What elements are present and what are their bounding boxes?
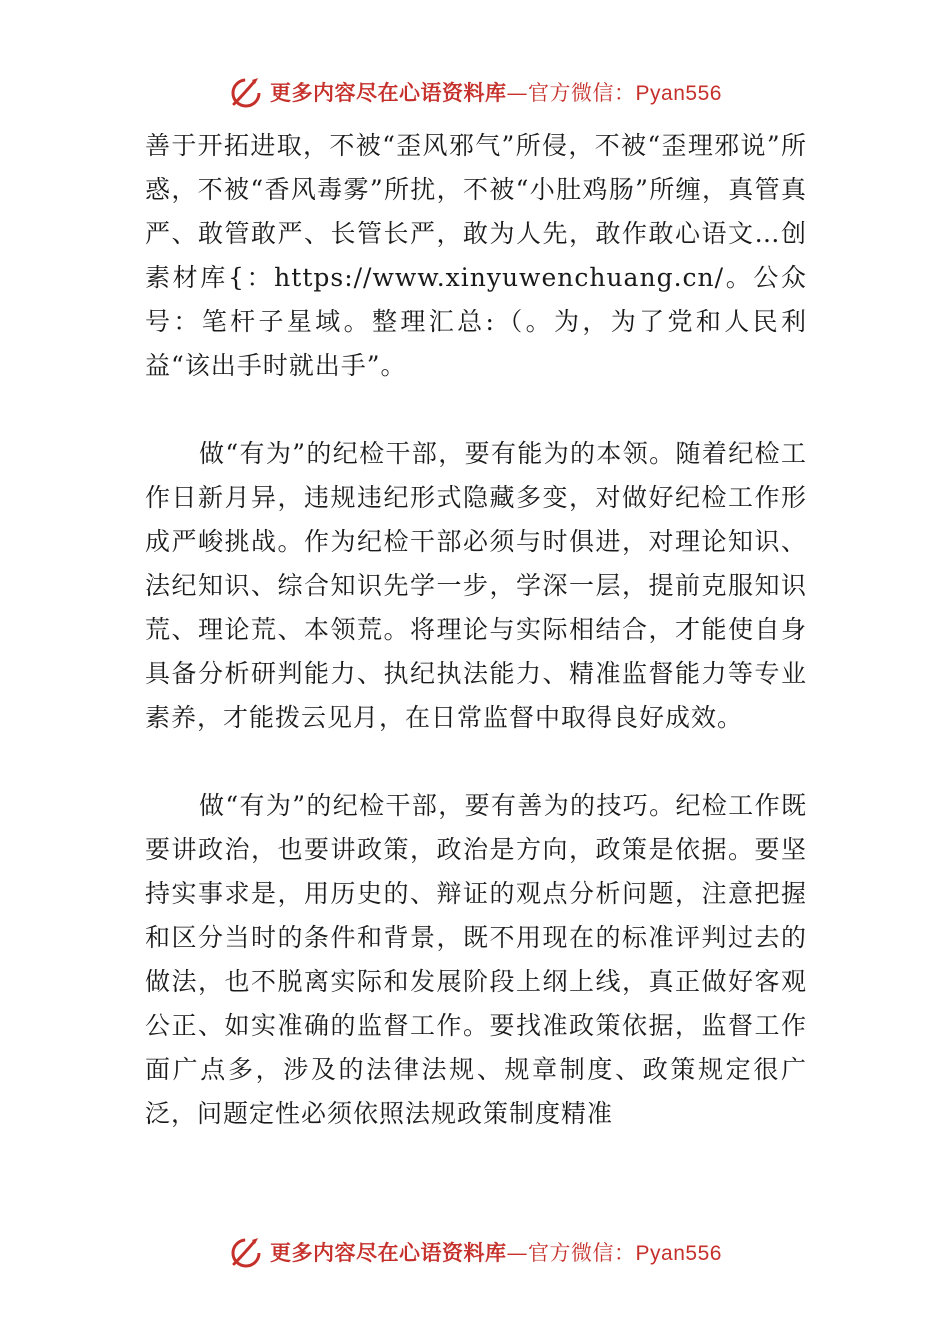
document-body xyxy=(145,124,807,1136)
paragraph-gap xyxy=(145,388,807,432)
watermark-main: 更多内容尽在心语资料库 xyxy=(270,1240,507,1265)
watermark-text xyxy=(270,77,722,107)
paragraph-1: 善于开拓进取，不被“歪风邪气”所侵，不被“歪理邪说”所惑，不被“香风毒雾”所扰，不被“小肚鸡肠”所缠，真管真严、敢管敢严、长管长严，敢为人先，敢作敢心语文…创素材库{：https://www.xinyuwenchuang.cn/。公众号：笔杆子星域。整理汇总:（。为，为了党和人民利益“该出手时就出手”。 xyxy=(145,131,807,380)
paragraph-2: 做“有为”的纪检干部，要有能为的本领。随着纪检工作日新月异，违规违纪形式隐藏多变，对做好纪检工作形成严峻挑战。作为纪检干部必须与时俱进，对理论知识、法纪知识、综合知识先学一步，学深一层，提前克服知识荒、理论荒、本领荒。将理论与实际相结合，才能使自身具备分析研判能力、执纪执法能力、精准监督能力等专业素养，才能拨云见月，在日常监督中取得良好成效。 xyxy=(145,439,807,732)
watermark-footer xyxy=(0,1230,950,1274)
watermark-main: 更多内容尽在心语资料库 xyxy=(270,80,507,105)
watermark-wechat-id: Pyan556 xyxy=(635,82,722,105)
watermark-header xyxy=(0,70,950,114)
paragraph-3: 做“有为”的纪检干部，要有善为的技巧。纪检工作既要讲政治，也要讲政策，政治是方向，政策是依据。要坚持实事求是，用历史的、辩证的观点分析问题，注意把握和区分当时的条件和背景，既不用现在的标准评判过去的做法，也不脱离实际和发展阶段上纲上线，真正做好客观公正、如实准确的监督工作。要找准政策依据，监督工作面广点多，涉及的法律法规、规章制度、政策规定很广泛，问题定性必须依照法规政策制度精准 xyxy=(145,791,807,1128)
watermark-separator: — xyxy=(506,81,529,105)
brush-logo-icon xyxy=(228,74,264,110)
watermark-separator: — xyxy=(506,1241,529,1265)
watermark-wechat-label: 官方微信： xyxy=(528,81,636,105)
watermark-text xyxy=(270,1237,722,1267)
paragraph-gap xyxy=(145,740,807,784)
watermark-wechat-label: 官方微信： xyxy=(528,1241,636,1265)
watermark-wechat-id: Pyan556 xyxy=(635,1242,722,1265)
brush-logo-icon xyxy=(228,1234,264,1270)
